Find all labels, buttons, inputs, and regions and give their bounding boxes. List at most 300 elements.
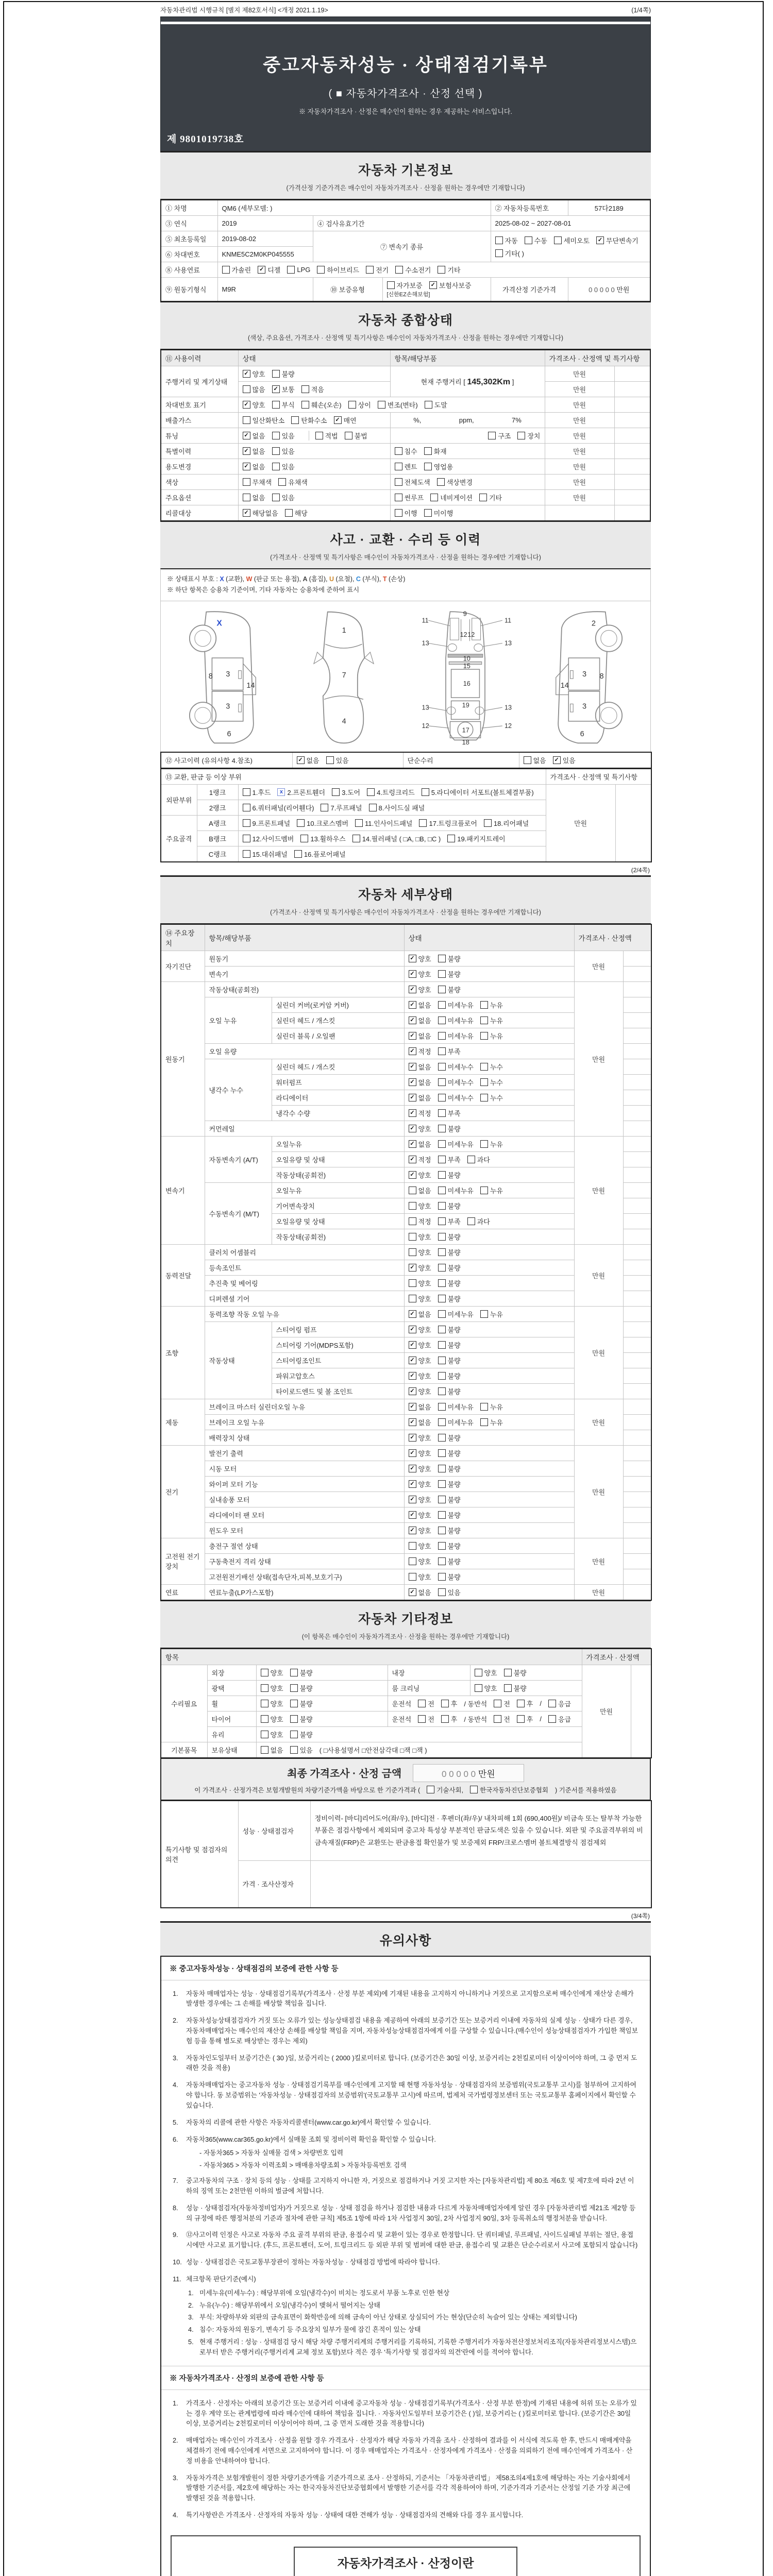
checkbox bbox=[480, 1078, 488, 1086]
notice-item-number: 8. bbox=[173, 2204, 178, 2212]
recall-items bbox=[390, 505, 545, 521]
checkbox-label: 화재 bbox=[433, 448, 447, 455]
checkbox-label: 불량 bbox=[299, 1715, 313, 1723]
checkbox-option bbox=[480, 1185, 503, 1195]
checkbox-label: 있음 bbox=[299, 1746, 313, 1754]
item-label: 실린더 커버(로커암 커버) bbox=[272, 997, 404, 1012]
checkbox-option bbox=[438, 1263, 461, 1273]
checkbox bbox=[290, 1669, 298, 1676]
checkbox-label: 양호 bbox=[252, 401, 265, 409]
checkbox-label: 전 bbox=[503, 1700, 510, 1708]
checkbox-option bbox=[430, 493, 473, 502]
table-row bbox=[161, 951, 651, 966]
note-cell bbox=[623, 1461, 651, 1476]
checkbox-option bbox=[438, 1201, 461, 1211]
checkbox bbox=[287, 266, 295, 274]
checkbox-option bbox=[409, 1526, 431, 1535]
notice-item-text: - 자동차365 > 자동차 실매물 검색 > 차량번호 입력 bbox=[199, 2149, 344, 2157]
checkbox bbox=[548, 1700, 556, 1707]
checkbox-option bbox=[438, 1371, 461, 1381]
note-cell bbox=[623, 1383, 651, 1399]
engine-type-value: M9R bbox=[217, 278, 313, 302]
sub-group-label: 냉각수 누수 bbox=[205, 1059, 272, 1121]
device-group-label: 전기 bbox=[161, 1445, 205, 1538]
checkbox-option bbox=[297, 755, 320, 765]
item-label: 스티어링 기어(MDPS포함) bbox=[272, 1337, 404, 1352]
item-state bbox=[404, 1028, 574, 1043]
price-cell: 만원 bbox=[574, 1244, 623, 1306]
checkbox-option bbox=[395, 265, 431, 275]
sub-group-label: 자동변속기 (A/T) bbox=[205, 1136, 272, 1182]
device-group-label: 제동 bbox=[161, 1399, 205, 1445]
col-header: 상태 bbox=[404, 924, 574, 951]
note-cell bbox=[623, 1028, 651, 1043]
checkbox-option bbox=[437, 477, 473, 487]
checkbox-label: 훼손(오손) bbox=[311, 401, 342, 409]
item-label: 기어변속장치 bbox=[272, 1198, 404, 1213]
checkbox-label: 탄화수소 bbox=[301, 417, 327, 425]
checkbox-option bbox=[315, 431, 338, 440]
note-cell bbox=[614, 397, 650, 413]
note-cell bbox=[623, 1244, 651, 1260]
checkbox-option bbox=[480, 1402, 503, 1412]
table-header-row bbox=[161, 1649, 651, 1665]
item-state bbox=[404, 1136, 574, 1151]
field-label: ⑩ 보증유형 bbox=[313, 278, 382, 302]
item-label: 실린더 헤드 / 개스킷 bbox=[272, 1012, 404, 1028]
notice-item-text: - 자동차365 > 자동차 이력조회 > 매매용차량조회 > 자동차등록번호 검색 bbox=[199, 2161, 407, 2170]
final-price-row bbox=[161, 1758, 650, 1784]
checkbox-label: 구조 bbox=[498, 432, 511, 440]
notice-item-number: 5. bbox=[188, 2338, 194, 2346]
notice-item-text: 매매업자는 매수인이 가격조사 · 산정을 원할 경우 가격조사 · 산정자가 해당 자동차 가격을 조사 · 산정하여 결과를 이 서식에 적도록 한 후, 반드시 매매계약을 체결하기 전에 매수인에게 서면으로 고지하여야 합니다. 이 경우 매매업자는 가격조사 · 산정자에게 가격조사 · 산정을 의뢰하기 전에 매수인에게 가격조사 · 산정 비용을 안내하여야 합니다. bbox=[186, 2436, 633, 2465]
item-label: 스티어링조인트 bbox=[272, 1352, 404, 1368]
row-label: 보유상태 bbox=[207, 1742, 256, 1758]
price-cell: 만원 bbox=[574, 951, 623, 981]
price-cell: 만원 bbox=[574, 1399, 623, 1445]
notice-item-number: 10. bbox=[173, 2258, 182, 2266]
checkbox-label: 불량 bbox=[447, 1372, 461, 1380]
note-cell bbox=[623, 1059, 651, 1074]
checkbox bbox=[409, 1279, 416, 1287]
checkbox bbox=[438, 1387, 446, 1395]
checkbox-option bbox=[438, 1015, 474, 1025]
checkbox-label: 불량 bbox=[447, 1434, 461, 1442]
emission-hc: ppm, bbox=[459, 416, 474, 424]
section-note: (이 항목은 매수인이 자동차가격조사 · 산정을 원하는 경우에만 기재합니다) bbox=[301, 1633, 510, 1640]
checkbox-option bbox=[290, 1683, 313, 1693]
checkbox bbox=[409, 1557, 416, 1565]
checkbox bbox=[438, 1542, 446, 1550]
checkbox bbox=[243, 788, 250, 796]
note-cell bbox=[614, 366, 650, 382]
notice-item-text: 특기사항란은 가격조사 · 산정자의 자동차 성능 · 상태에 대한 견해가 성능 · 상태점검자의 견해와 다를 경우 표시합니다. bbox=[186, 2511, 524, 2519]
checkbox-option bbox=[291, 415, 327, 425]
checkbox-label: 있음 bbox=[281, 448, 295, 455]
info-box-title: 자동차가격조사 · 산정이란 bbox=[294, 2547, 517, 2576]
checkbox-option bbox=[301, 384, 324, 394]
checkbox-label: 불량 bbox=[447, 1542, 461, 1550]
notice-body bbox=[160, 1956, 651, 2576]
checkbox: ✓ bbox=[409, 1310, 416, 1318]
checkbox-option bbox=[504, 1683, 527, 1693]
checkbox-label: 미세누유 bbox=[447, 1187, 474, 1195]
checkbox: ✓ bbox=[409, 1511, 416, 1519]
field-label: ① 차명 bbox=[161, 200, 217, 216]
checkbox bbox=[438, 266, 445, 274]
checkbox bbox=[348, 401, 356, 409]
checkbox-label: 수동 bbox=[534, 236, 547, 245]
table-row bbox=[161, 1399, 651, 1414]
note-cell bbox=[623, 997, 651, 1012]
item-label: 오일유량 및 상태 bbox=[272, 1213, 404, 1229]
checkbox-label: 많음 bbox=[252, 386, 265, 394]
checkbox bbox=[517, 1715, 525, 1723]
field-label: ⑤ 최초등록일 bbox=[161, 231, 217, 247]
checkbox-label: 불량 bbox=[447, 1279, 461, 1287]
checkbox-option bbox=[409, 1355, 431, 1365]
notice-item-text: 성능 · 상태점검은 국토교통부장관이 정하는 자동차성능 · 상태점검 방법에 따라야 합니다. bbox=[186, 2258, 440, 2266]
checkbox-label: 양호 bbox=[418, 1527, 431, 1535]
note-cell bbox=[623, 1321, 651, 1337]
checkbox bbox=[243, 850, 250, 858]
checkbox-option bbox=[334, 415, 357, 425]
price-cell: 만원 bbox=[545, 474, 614, 490]
checkbox-option bbox=[300, 834, 345, 843]
svg-text:12: 12 bbox=[467, 631, 475, 638]
checkbox-label: 부족 bbox=[447, 1217, 461, 1226]
checkbox-option bbox=[409, 969, 431, 979]
item-state bbox=[404, 1167, 574, 1182]
row-label: 특별이력 bbox=[161, 444, 238, 459]
checkbox bbox=[438, 1140, 446, 1148]
checkbox-option bbox=[438, 969, 461, 979]
checkbox-label: 불량 bbox=[299, 1731, 313, 1739]
note-cell bbox=[623, 1430, 651, 1445]
checkbox bbox=[315, 432, 323, 439]
checkbox-label: 응급 bbox=[558, 1715, 572, 1723]
checkbox-option bbox=[409, 1046, 431, 1056]
legend-desc: (부식), bbox=[362, 575, 383, 583]
final-price-unit: 만원 bbox=[478, 1769, 495, 1779]
checkbox-label: 양호 bbox=[418, 1465, 431, 1473]
checkbox-option bbox=[467, 1216, 490, 1226]
final-price-value-box bbox=[413, 1764, 524, 1782]
svg-text:8: 8 bbox=[208, 672, 213, 681]
notice-item-text: 부식: 차량하부와 외판의 금속표면이 화학반응에 의해 금속이 아닌 상태로 상실되어 가는 현상(단순히 녹슬어 있는 상태는 제외합니다) bbox=[199, 2313, 577, 2321]
checkbox bbox=[438, 1511, 446, 1519]
checkbox bbox=[409, 1295, 416, 1302]
row-label: 유리 bbox=[207, 1726, 256, 1742]
checkbox-option bbox=[409, 1448, 431, 1458]
checkbox-label: 불량 bbox=[447, 986, 461, 994]
usage-change-items bbox=[390, 459, 545, 474]
table-row bbox=[161, 1758, 650, 1784]
rank1-items bbox=[238, 784, 546, 800]
checkbox-label: 양호 bbox=[418, 1295, 431, 1303]
checkbox-label: 양호 bbox=[418, 1279, 431, 1287]
checkbox bbox=[467, 1156, 475, 1163]
device-group-label: 조향 bbox=[161, 1306, 205, 1399]
checkbox-label: 불량 bbox=[513, 1669, 527, 1677]
checkbox-label: 적음 bbox=[311, 386, 324, 394]
note-cell bbox=[614, 505, 650, 521]
checkbox bbox=[261, 1731, 268, 1738]
price-cell: 만원 bbox=[545, 382, 614, 397]
checkbox-label: 없음 bbox=[306, 756, 320, 765]
checkbox: ✓ bbox=[409, 1140, 416, 1148]
inspector-opinion: 정비이력- [바디]리어도어(좌/우), [바디]전 · 후펜더(좌/우)/ 내차피해 1회 (690,400원)/ 비금속 또는 탈부착 가능한 부품은 점검사항에서 제외되며 중고차 특성상 부분적인 판금도색은 있을 수 있습니다. 외판 및 주요골격부위의 비금속재질(FRP)은 교환또는 판금용접 확인불가 및 보증제외 FRP/크로스멤버 볼트체결방식 점검제외 bbox=[310, 1801, 651, 1861]
notice-item-text: 자동차365(www.car365.go.kr)에서 실매물 조회 및 정비이력 확인을 확인할 수 있습니다. bbox=[186, 2135, 436, 2143]
checkbox-label: 양호 bbox=[418, 1542, 431, 1550]
mileage-state bbox=[238, 366, 390, 382]
row-label: 색상 bbox=[161, 474, 238, 490]
room-cleaning-state bbox=[470, 1680, 582, 1696]
checkbox-option bbox=[278, 477, 308, 487]
item-state bbox=[404, 1461, 574, 1476]
checkbox-label: 4.트렁크리드 bbox=[377, 788, 415, 796]
checkbox-option bbox=[409, 1510, 431, 1520]
svg-text:4: 4 bbox=[342, 717, 346, 725]
note-cell bbox=[623, 1136, 651, 1151]
checkbox-label: 양호 bbox=[418, 1233, 431, 1241]
checkbox bbox=[261, 1715, 268, 1723]
checkbox-option bbox=[480, 1015, 503, 1025]
item-label: 오일누유 bbox=[272, 1182, 404, 1198]
price-ref-unit: 만원 bbox=[616, 286, 630, 294]
svg-text:15: 15 bbox=[463, 662, 470, 670]
checkbox-label: 불량 bbox=[447, 1480, 461, 1488]
year-value: 2019 bbox=[217, 216, 313, 231]
checkbox bbox=[387, 281, 395, 289]
checkbox-label: 있음 bbox=[562, 756, 576, 765]
checkbox: ✓ bbox=[553, 756, 561, 764]
table-row bbox=[161, 1538, 651, 1553]
checkbox bbox=[438, 1372, 446, 1380]
item-label: 시동 모터 bbox=[205, 1461, 404, 1476]
checkbox bbox=[438, 1418, 446, 1426]
odometer-state bbox=[238, 382, 390, 397]
checkbox-option bbox=[272, 462, 295, 471]
checkbox-label: 없음 bbox=[418, 1032, 431, 1040]
checkbox-label: 19.패키지트레이 bbox=[457, 835, 506, 843]
section-title: 자동차 기본정보 bbox=[358, 163, 453, 178]
table-row bbox=[161, 784, 651, 800]
checkbox: ✓ bbox=[429, 281, 437, 289]
section-note: (가격조사 · 산정액 및 특기사항은 매수인이 자동차가격조사 · 산정을 원하는 경우에만 기재합니다) bbox=[270, 908, 541, 916]
checkbox-label: 양호 bbox=[418, 1387, 431, 1396]
checkbox-option bbox=[387, 280, 423, 290]
checkbox-option bbox=[294, 849, 346, 859]
notice-item-text: 자동차가격은 보험개발원이 정한 차량기준가액을 기준가격으로 조사 · 산정하되, 기준서는 「자동차관리법」 제58조의4제1호에 해당하는 자는 기술사회에서 발행한 기준서를, 제2호에 해당하는 자는 한국자동차진단보증협회에서 발행한 기준서를 각각 적용하여야 하며, 기준가격과 기준서는 산정일 기준 가장 최근에 발행된 것을 적용합니다. bbox=[186, 2473, 631, 2502]
exchange-label: ⑬ 교환, 판금 등 이상 부위 bbox=[161, 769, 546, 785]
field-label: ⑦ 변속기 종류 bbox=[313, 231, 491, 262]
checkbox bbox=[438, 1449, 446, 1457]
checkbox-option bbox=[409, 1155, 431, 1164]
interior-state bbox=[470, 1665, 582, 1680]
checkbox-label: 보통 bbox=[281, 386, 295, 394]
checkbox bbox=[422, 788, 429, 796]
checkbox-option bbox=[395, 462, 417, 471]
checkbox-option bbox=[409, 1201, 431, 1211]
notice-item-text: 자동차의 리콜에 관한 사항은 자동차리콜센터(www.car.go.kr)에서 확인할 수 있습니다. bbox=[186, 2118, 431, 2126]
checkbox: ✓ bbox=[409, 1094, 416, 1101]
checkbox-option bbox=[348, 400, 371, 410]
checkbox-option bbox=[480, 1077, 503, 1087]
checkbox-option bbox=[243, 508, 278, 518]
checkbox-label: 없음 bbox=[252, 494, 265, 502]
checkbox-label: 양호 bbox=[418, 986, 431, 994]
checkbox-option bbox=[395, 446, 417, 456]
table-header-row bbox=[161, 350, 650, 366]
svg-text:18: 18 bbox=[462, 738, 469, 746]
checkbox-label: 누유 bbox=[490, 1032, 503, 1040]
notice-item-number: 5. bbox=[173, 2118, 178, 2126]
svg-text:17: 17 bbox=[462, 726, 469, 734]
checkbox bbox=[243, 478, 250, 486]
checkbox-label: 양호 bbox=[418, 1434, 431, 1442]
checkbox-label: 양호 bbox=[418, 1557, 431, 1566]
checkbox bbox=[369, 804, 377, 811]
checkbox-option bbox=[290, 1745, 313, 1755]
note-cell bbox=[623, 966, 651, 981]
checkbox-option bbox=[409, 1077, 431, 1087]
table-row bbox=[161, 1711, 651, 1726]
remarks-table bbox=[160, 1800, 652, 1908]
checkbox: ✓ bbox=[409, 1264, 416, 1272]
checkbox-label: 불량 bbox=[299, 1684, 313, 1692]
checkbox-label: 양호 bbox=[418, 1264, 431, 1272]
checkbox-label: 일산화탄소 bbox=[252, 417, 285, 425]
checkbox-option bbox=[418, 1714, 434, 1724]
col-header: 가격조사 · 산정액 및 특기사항 bbox=[545, 350, 650, 366]
item-state bbox=[404, 1321, 574, 1337]
checkbox bbox=[272, 370, 280, 378]
table-row bbox=[161, 278, 650, 302]
checkbox bbox=[300, 835, 308, 842]
checkbox-option bbox=[438, 265, 460, 275]
checkbox bbox=[409, 1187, 416, 1194]
checkbox bbox=[367, 788, 375, 796]
field-label: ② 자동차등록번호 bbox=[491, 200, 568, 216]
checkbox-label: 네비게이션 bbox=[440, 494, 473, 502]
checkbox-label: 적정 bbox=[418, 1047, 431, 1056]
notice-item bbox=[188, 2337, 638, 2358]
item-state bbox=[404, 1260, 574, 1275]
checkbox bbox=[438, 1264, 446, 1272]
checkbox bbox=[467, 1217, 475, 1225]
checkbox-option bbox=[326, 755, 349, 765]
checkbox-label: 썬루프 bbox=[404, 494, 424, 502]
document-title: 중고자동차성능 · 상태점검기록부 bbox=[263, 55, 548, 75]
notice-item-text: 중고자동차의 구조 · 장치 등의 성능 · 상태를 고지하지 아니한 자, 거짓으로 점검하거나 거짓 고지한 자는 [자동차관리법] 제 80조 제6호 및 제7호에 따라 2년 이하의 징역 또는 2천만원 이하의 벌금에 처합니다. bbox=[186, 2177, 634, 2195]
notice-a-title: ※ 중고자동차성능 · 상태점검의 보증에 관한 사항 등 bbox=[161, 1957, 650, 1980]
checkbox-option bbox=[495, 248, 524, 258]
checkbox-option bbox=[441, 1699, 458, 1708]
checkbox: ✓ bbox=[409, 1387, 416, 1395]
notice-a-items bbox=[161, 1980, 650, 2366]
field-label: ③ 연식 bbox=[161, 216, 217, 231]
checkbox-label: 있음 bbox=[281, 494, 295, 502]
checkbox bbox=[395, 494, 402, 501]
table-row bbox=[161, 1801, 651, 1861]
note-cell bbox=[623, 1476, 651, 1492]
svg-text:3: 3 bbox=[225, 670, 230, 679]
checkbox-label: 미세누유 bbox=[447, 1032, 474, 1040]
checkbox: ✓ bbox=[409, 1588, 416, 1596]
options-state bbox=[238, 490, 390, 505]
checkbox-option bbox=[285, 508, 308, 518]
checkbox bbox=[438, 1434, 446, 1442]
checkbox-label: 불량 bbox=[299, 1669, 313, 1677]
checkbox-option bbox=[366, 265, 389, 275]
checkbox: ✓ bbox=[409, 1125, 416, 1132]
checkbox bbox=[480, 1032, 488, 1040]
checkbox-option bbox=[392, 1714, 412, 1724]
checkbox bbox=[548, 1715, 556, 1723]
checkbox-option bbox=[409, 1170, 431, 1180]
checkbox-label: 15.대쉬패널 bbox=[252, 850, 288, 858]
item-state bbox=[404, 1476, 574, 1492]
checkbox-option bbox=[424, 462, 453, 471]
checkbox-option bbox=[467, 1155, 490, 1164]
checkbox: ✓ bbox=[243, 370, 250, 378]
notice-item-number: 4. bbox=[173, 2081, 178, 2089]
sub-group-label: 수동변속기 (M/T) bbox=[205, 1182, 272, 1244]
note-cell bbox=[623, 981, 651, 997]
checkbox-label: 장치 bbox=[527, 432, 541, 440]
notice-item-number bbox=[188, 2160, 199, 2171]
legend-symbol: W bbox=[246, 575, 254, 583]
checkbox-option bbox=[438, 1124, 461, 1133]
field-label: ⑥ 차대번호 bbox=[161, 247, 217, 262]
checkbox-label: 적정 bbox=[418, 1156, 431, 1164]
checkbox bbox=[395, 509, 402, 517]
item-state bbox=[404, 1059, 574, 1074]
checkbox-option bbox=[258, 265, 280, 275]
section-comprehensive bbox=[160, 301, 651, 350]
note-cell bbox=[623, 1260, 651, 1275]
checkbox-option bbox=[409, 1216, 431, 1226]
checkbox bbox=[261, 1746, 268, 1754]
table-row bbox=[161, 1680, 651, 1696]
notice-item-number: 4. bbox=[173, 2511, 178, 2519]
checkbox bbox=[291, 416, 299, 424]
repair-group-label: 수리필요 bbox=[161, 1665, 207, 1742]
checkbox: ✓ bbox=[272, 385, 280, 393]
field-label: ④ 검사유효기간 bbox=[313, 216, 491, 231]
note-cell bbox=[623, 1074, 651, 1090]
checkbox-option bbox=[301, 400, 342, 410]
checkbox-label: 미세누유 bbox=[447, 1403, 474, 1411]
checkbox-label: 양호 bbox=[270, 1731, 283, 1739]
color-items bbox=[390, 474, 545, 490]
car-diagram-panel bbox=[160, 601, 651, 752]
checkbox-option bbox=[555, 1785, 617, 1794]
checkbox bbox=[409, 1248, 416, 1256]
checkbox-option bbox=[409, 1541, 431, 1551]
checkbox-option bbox=[261, 1683, 283, 1693]
checkbox: ✓ bbox=[409, 1527, 416, 1534]
checkbox-label: 응급 bbox=[558, 1700, 572, 1708]
checkbox-label: 불량 bbox=[447, 1449, 461, 1458]
table-row bbox=[161, 752, 651, 768]
checkbox-option bbox=[438, 1046, 461, 1056]
options-items bbox=[390, 490, 545, 505]
checkbox-option bbox=[243, 415, 285, 425]
notice-item bbox=[173, 2274, 638, 2284]
reg-number-value: 57다2189 bbox=[568, 200, 650, 216]
